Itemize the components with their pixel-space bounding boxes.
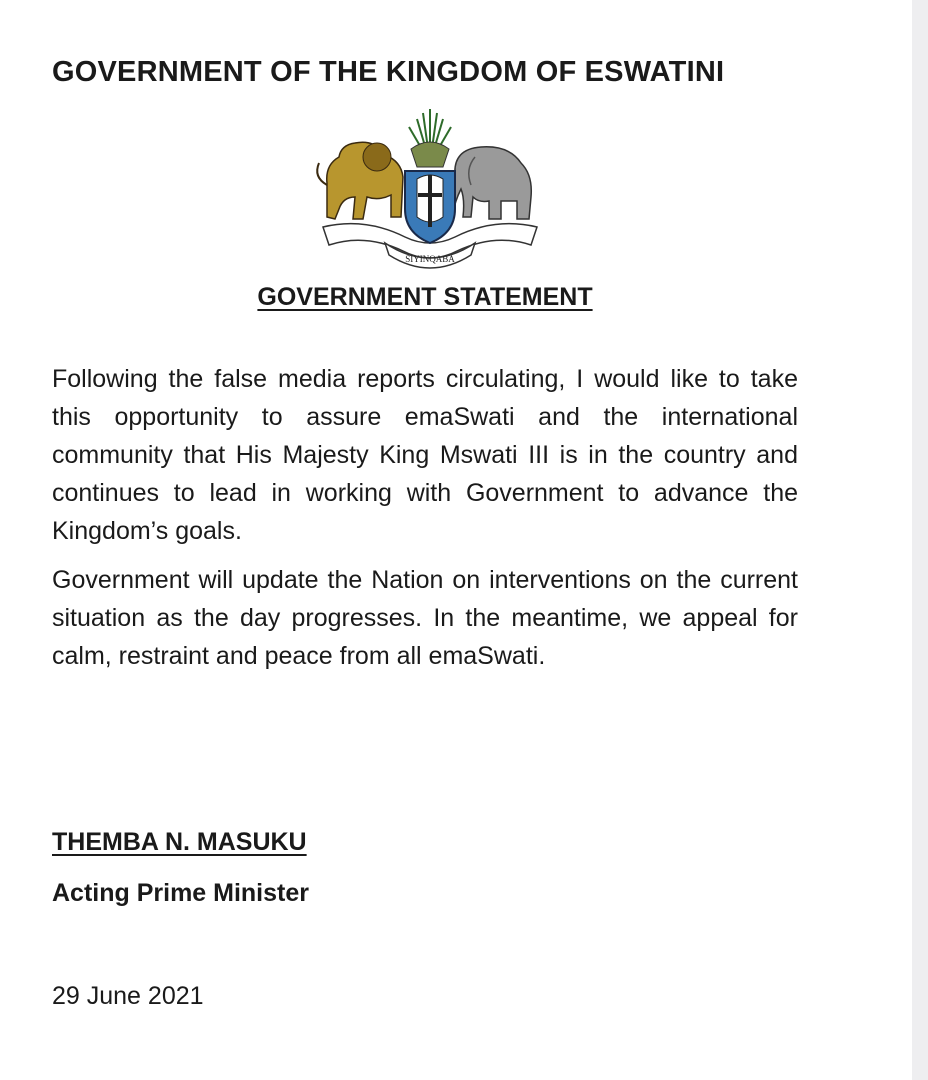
coat-of-arms-motto: SIYINQABA [405,254,455,264]
signatory-name: THEMBA N. MASUKU [52,828,307,856]
statement-date: 29 June 2021 [52,982,204,1010]
page-edge-strip [912,0,928,1080]
signatory-role: Acting Prime Minister [52,879,309,907]
coat-of-arms-icon [305,105,555,275]
statement-paragraph-2: Government will update the Nation on interventions on the current situation as the day progresses. In the meantime, we appeal for calm, restraint and peace from all emaSwati. [52,566,798,670]
statement-title [0,283,850,312]
statement-title-text: GOVERNMENT STATEMENT [257,283,593,311]
statement-paragraph-1: Following the false media reports circulating, I would like to take this opportunity to assure emaSwati and the international community that His Majesty King Mswati III is in the country and continues to lead in working with Government to advance the Kingdom’s goals. [52,365,798,545]
government-header: GOVERNMENT OF THE KINGDOM OF ESWATINI [52,56,725,88]
